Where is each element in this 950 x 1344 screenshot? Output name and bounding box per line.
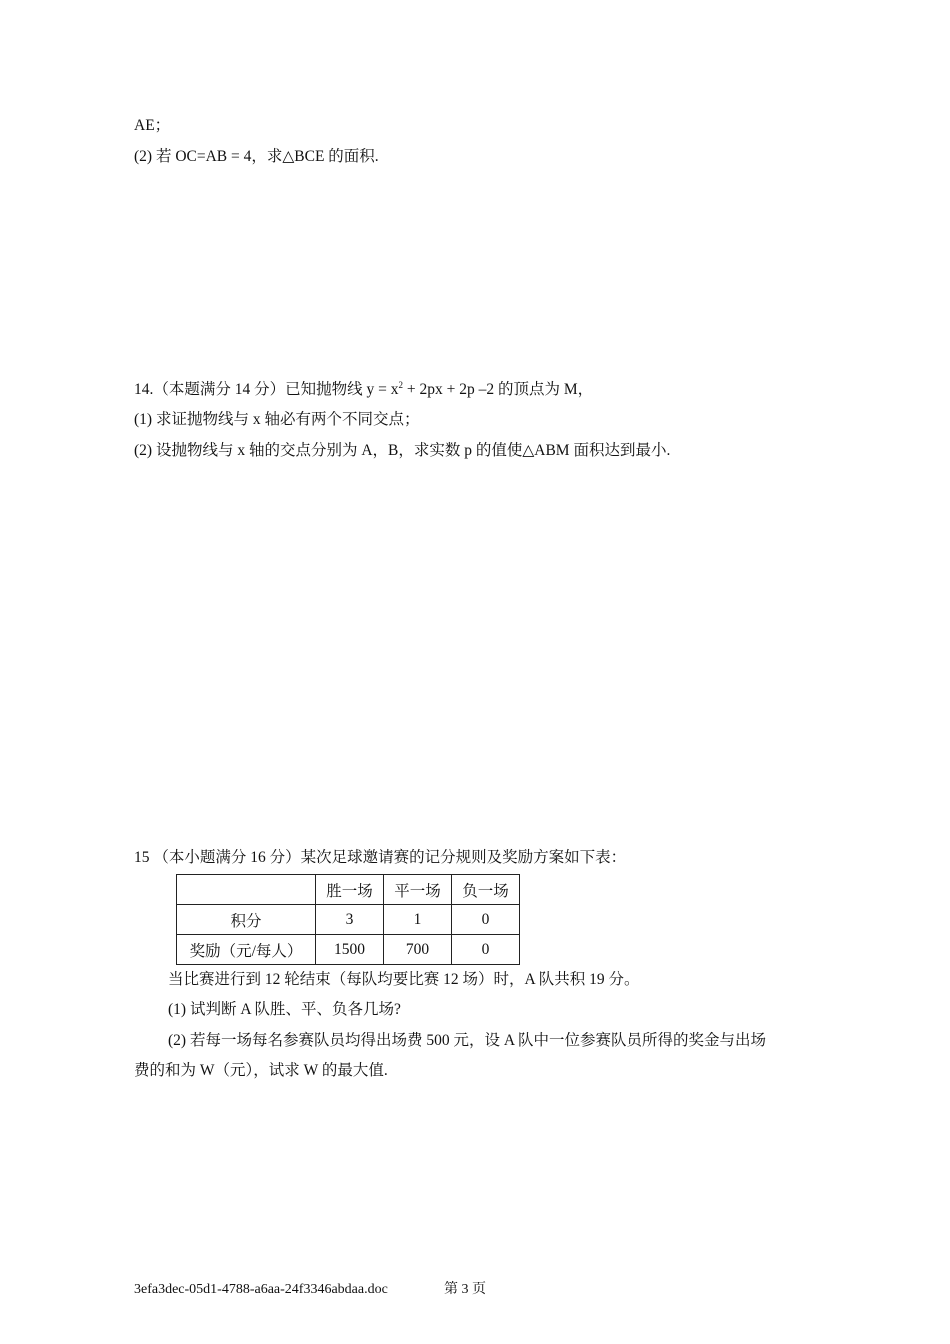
q14-stem — [134, 380, 593, 400]
table-header-cell — [177, 875, 316, 905]
table-cell: 3 — [316, 905, 384, 935]
q15-intro: 15 （本小题满分 16 分）某次足球邀请赛的记分规则及奖励方案如下表： — [134, 849, 627, 866]
table-header-cell: 平一场 — [384, 875, 452, 905]
q14-stem-prefix: 14.（本题满分 14 分）已知抛物线 y = x — [134, 381, 399, 398]
table-cell: 0 — [452, 905, 520, 935]
q14-part-1: (1) 求证抛物线与 x 轴必有两个不同交点； — [134, 411, 420, 428]
q14-exponent: 2 — [398, 379, 403, 390]
table-cell: 积分 — [177, 905, 316, 935]
table-row — [177, 905, 520, 935]
q13-line-1: AE； — [134, 117, 171, 134]
q15-line-1: 当比赛进行到 12 轮结束（每队均要比赛 12 场）时，A 队共积 19 分。 — [168, 971, 640, 988]
table-header-row — [177, 875, 520, 905]
table-cell: 奖励（元/每人） — [177, 935, 316, 965]
table-cell: 1500 — [316, 935, 384, 965]
q13-part-2: (2) 若 OC=AB = 4，求△BCE 的面积. — [134, 148, 379, 165]
q15-part-2a: (2) 若每一场每名参赛队员均得出场费 500 元，设 A 队中一位参赛队员所得的奖金与出场 — [168, 1032, 767, 1049]
table-header-cell: 胜一场 — [316, 875, 384, 905]
q15-part-2b: 费的和为 W（元），试求 W 的最大值. — [134, 1062, 388, 1079]
q14-stem-suffix: + 2px + 2p –2 的顶点为 M， — [403, 381, 594, 398]
footer-page-number: 第 3 页 — [444, 1282, 486, 1297]
q15-part-1: (1) 试判断 A 队胜、平、负各几场? — [168, 1001, 401, 1018]
q14-part-2: (2) 设抛物线与 x 轴的交点分别为 A，B，求实数 p 的值使△ABM 面积达到最小. — [134, 442, 671, 459]
footer-filename: 3efa3dec-05d1-4788-a6aa-24f3346abdaa.doc — [134, 1282, 388, 1297]
table-cell: 0 — [452, 935, 520, 965]
table-header-cell: 负一场 — [452, 875, 520, 905]
table-cell: 700 — [384, 935, 452, 965]
scoring-table — [176, 874, 520, 965]
table-row — [177, 935, 520, 965]
table-cell: 1 — [384, 905, 452, 935]
